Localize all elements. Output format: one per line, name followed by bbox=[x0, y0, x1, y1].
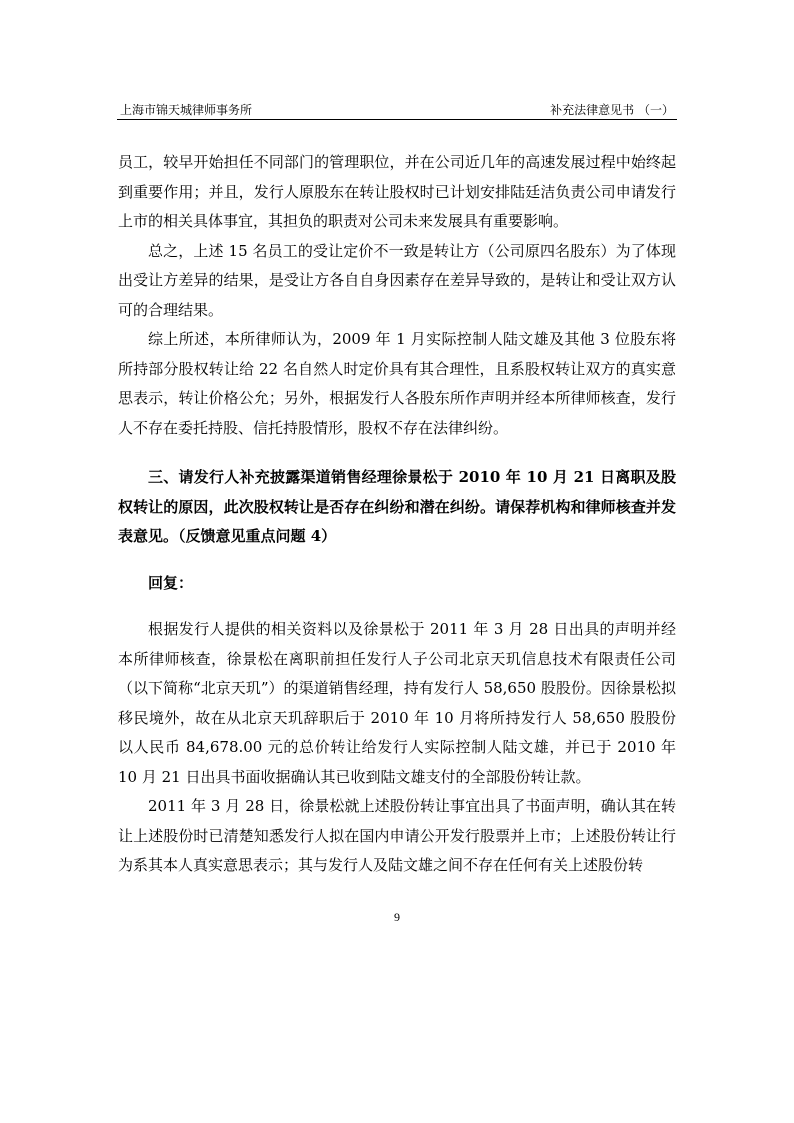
header-divider bbox=[117, 119, 677, 120]
document-title: 补充法律意见书 （一） bbox=[550, 103, 674, 117]
reply-label: 回复： bbox=[148, 573, 194, 592]
document-body bbox=[118, 148, 676, 881]
page-header bbox=[117, 100, 677, 120]
page-number: 9 bbox=[394, 910, 400, 924]
paragraph-summary: 总之，上述 15 名员工的受让定价不一致是转让方（公司原四名股东）为了体现出受让方差异的结果，是受让方各自自身因素存在差异导致的，是转让和受让双方认可的合理结果。 bbox=[118, 241, 676, 319]
paragraph-reply-facts: 根据发行人提供的相关资料以及徐景松于 2011 年 3 月 28 日出具的声明并经本所律师核查，徐景松在离职前担任发行人子公司北京天玑信息技术有限责任公司（以下简称“北京天玑”）的渠道销售经理，持有发行人 58,650 股股份。因徐景松拟移民境外，故在从北京天玑辞职后于 2010 年 10 月将所持发行人 58,650 股股份以人民币 84,678.00 元的总价转让给发行人实际控制人陆文雄，并已于 2010 年 10 月 21 日出具书面收据确认其已收到陆文雄支付的全部股份转让款。 bbox=[118, 620, 676, 786]
firm-name: 上海市锦天城律师事务所 bbox=[120, 103, 253, 117]
paragraph-conclusion: 综上所述，本所律师认为，2009 年 1 月实际控制人陆文雄及其他 3 位股东将所持部分股权转让给 22 名自然人时定价具有其合理性，且系股权转让双方的真实意思表示，转让价格公允；另外，根据发行人各股东所作声明并经本所律师核查，发行人不存在委托持股、信托持股情形，股权不存在法律纠纷。 bbox=[118, 330, 676, 437]
paragraph-continuation: 员工，较早开始担任不同部门的管理职位，并在公司近几年的高速发展过程中始终起到重要作用；并且，发行人原股东在转让股权时已计划安排陆廷洁负责公司申请发行上市的相关具体事宜，其担负的职责对公司未来发展具有重要影响。 bbox=[118, 153, 676, 230]
paragraph-reply-statement: 2011 年 3 月 28 日，徐景松就上述股份转让事宜出具了书面声明，确认其在转让上述股份时已清楚知悉发行人拟在国内申请公开发行股票并上市；上述股份转让行为系其本人真实意思表示；其与发行人及陆文雄之间不存在任何有关上述股份转 bbox=[118, 797, 676, 874]
question-heading: 三、请发行人补充披露渠道销售经理徐景松于 2010 年 10 月 21 日离职及股权转让的原因，此次股权转让是否存在纠纷和潜在纠纷。请保荐机构和律师核查并发表意见。（反馈意见重点问题 4） bbox=[118, 468, 676, 545]
